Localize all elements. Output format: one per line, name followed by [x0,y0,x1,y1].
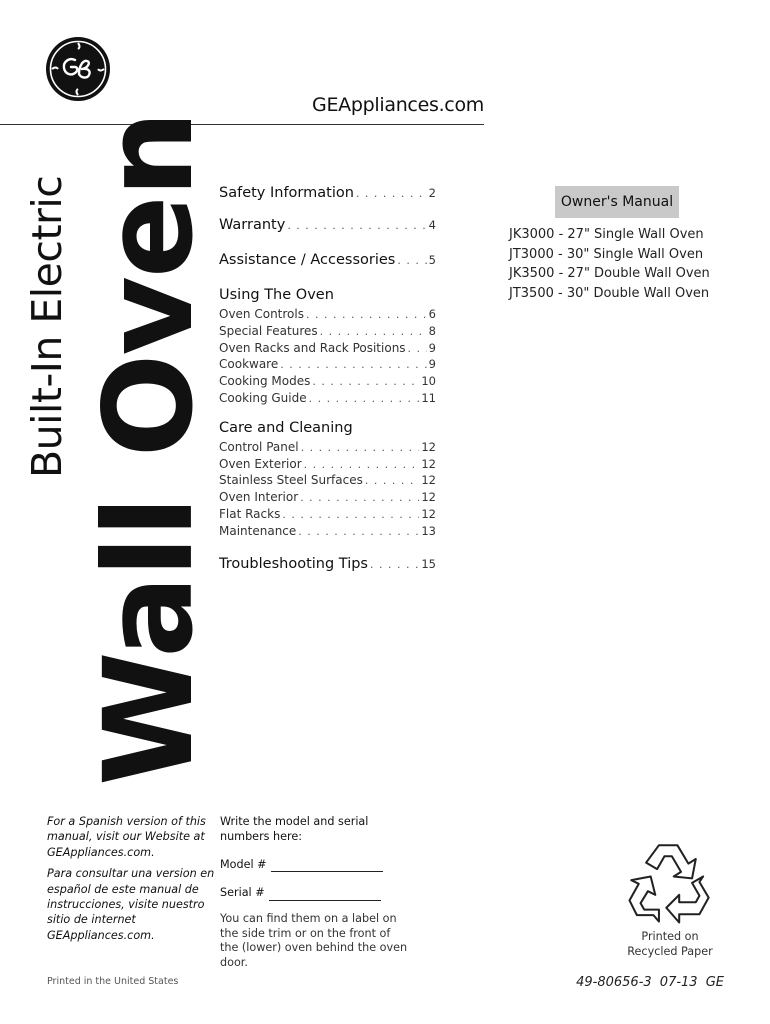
product-title: Wall Oven [78,112,220,786]
toc-leader [306,307,427,323]
product-type-title: Built-In Electric [23,175,71,478]
toc-page: 4 [428,218,436,232]
model-item: JK3500 - 27" Double Wall Oven [509,266,710,282]
toc-entry [219,182,436,204]
toc-entry [219,523,436,540]
toc-entry [219,356,436,373]
toc-page: 12 [421,473,436,488]
model-number-line [271,859,383,872]
toc-entry [219,214,436,236]
toc-leader [287,215,426,236]
model-item: JK3000 - 27" Single Wall Oven [509,227,704,242]
toc-title: Assistance / Accessories [219,252,396,268]
toc-page: 12 [421,490,436,505]
toc-page: 12 [421,439,436,454]
toc-leader [356,183,427,204]
model-list [509,225,710,303]
toc-leader [282,507,419,523]
serial-number-label: Serial # [220,886,265,900]
toc-entry [219,390,436,407]
toc-leader [365,473,420,489]
toc-page: 10 [421,374,436,389]
toc-page: 5 [428,253,436,267]
toc-page: 12 [421,506,436,521]
toc-section-heading: Care and Cleaning [219,419,353,436]
toc-title: Safety Information [219,185,354,201]
toc-entry [219,439,436,456]
toc-page: 13 [421,523,436,538]
toc-title: Oven Exterior [219,456,302,471]
toc-entry [219,340,436,357]
toc-title: Cooking Modes [219,374,311,389]
toc-entry [219,472,436,489]
toc-title: Stainless Steel Surfaces [219,473,363,488]
printed-in-note: Printed in the United States [47,976,179,987]
toc-entry [219,306,436,323]
recycle-icon [624,836,716,928]
toc-entry [219,489,436,506]
toc-entry [219,506,436,523]
model-serial-record [220,814,420,901]
toc-entry [219,456,436,473]
spanish-note-espanol: Para consultar una version en español de este manual de instrucciones, visite nuestro sitio de internet GEAppliances.com. [47,867,215,942]
toc-title: Oven Racks and Rack Positions [219,340,406,355]
toc-page: 11 [421,390,436,405]
toc-leader [370,554,419,575]
toc-title: Oven Interior [219,490,299,505]
label-location-note: You can find them on a label on the side trim or on the front of the (lower) oven behind the oven door. [220,912,408,969]
toc-leader [312,374,419,390]
toc-leader [320,324,427,340]
toc-leader [408,341,427,357]
toc-title: Troubleshooting Tips [219,555,368,572]
toc-leader [309,391,420,407]
document-number: 49-80656-3 07-13 GE [576,975,724,990]
model-number-field [220,857,420,872]
spanish-version-note [47,814,217,949]
recycled-line2: Recycled Paper [627,945,713,958]
toc-leader [397,250,426,271]
toc-page: 2 [428,186,436,200]
recycled-paper-note [620,929,720,959]
owners-manual-badge: Owner's Manual [555,186,679,218]
toc-page: 8 [428,323,436,338]
spanish-note-english: For a Spanish version of this manual, visit our Website at GEAppliances.com. [47,815,206,859]
serial-number-field [220,885,420,900]
header-rule [0,124,484,125]
toc-title: Cookware [219,357,279,372]
toc-page: 12 [421,456,436,471]
toc-entry [219,323,436,340]
model-item: JT3000 - 30" Single Wall Oven [509,246,704,262]
toc-leader [301,440,420,456]
website-url: GEAppliances.com [312,94,484,116]
toc-entry [219,553,436,575]
toc-page: 15 [421,556,436,571]
toc-title: Cooking Guide [219,390,307,405]
toc-title: Oven Controls [219,307,304,321]
toc-title: Control Panel [219,439,299,454]
toc-section-heading: Using The Oven [219,287,334,303]
toc-title: Warranty [219,217,286,233]
serial-number-line [269,888,381,901]
toc-leader [280,357,426,373]
toc-leader [298,524,419,540]
recycled-line1: Printed on [641,930,699,943]
toc-page: 9 [428,357,436,372]
toc-page: 6 [428,307,436,321]
toc-page: 9 [428,340,436,355]
toc-title: Flat Racks [219,506,281,521]
table-of-contents [219,182,436,575]
model-item: JT3500 - 30" Double Wall Oven [509,285,710,301]
ge-logo-icon [45,36,111,102]
toc-entry [219,249,436,271]
toc-title: Special Features [219,323,318,338]
toc-leader [300,490,419,506]
toc-leader [304,457,420,473]
toc-title: Maintenance [219,523,297,538]
record-heading: Write the model and serial numbers here: [220,815,369,844]
toc-entry [219,373,436,390]
model-number-label: Model # [220,857,267,871]
